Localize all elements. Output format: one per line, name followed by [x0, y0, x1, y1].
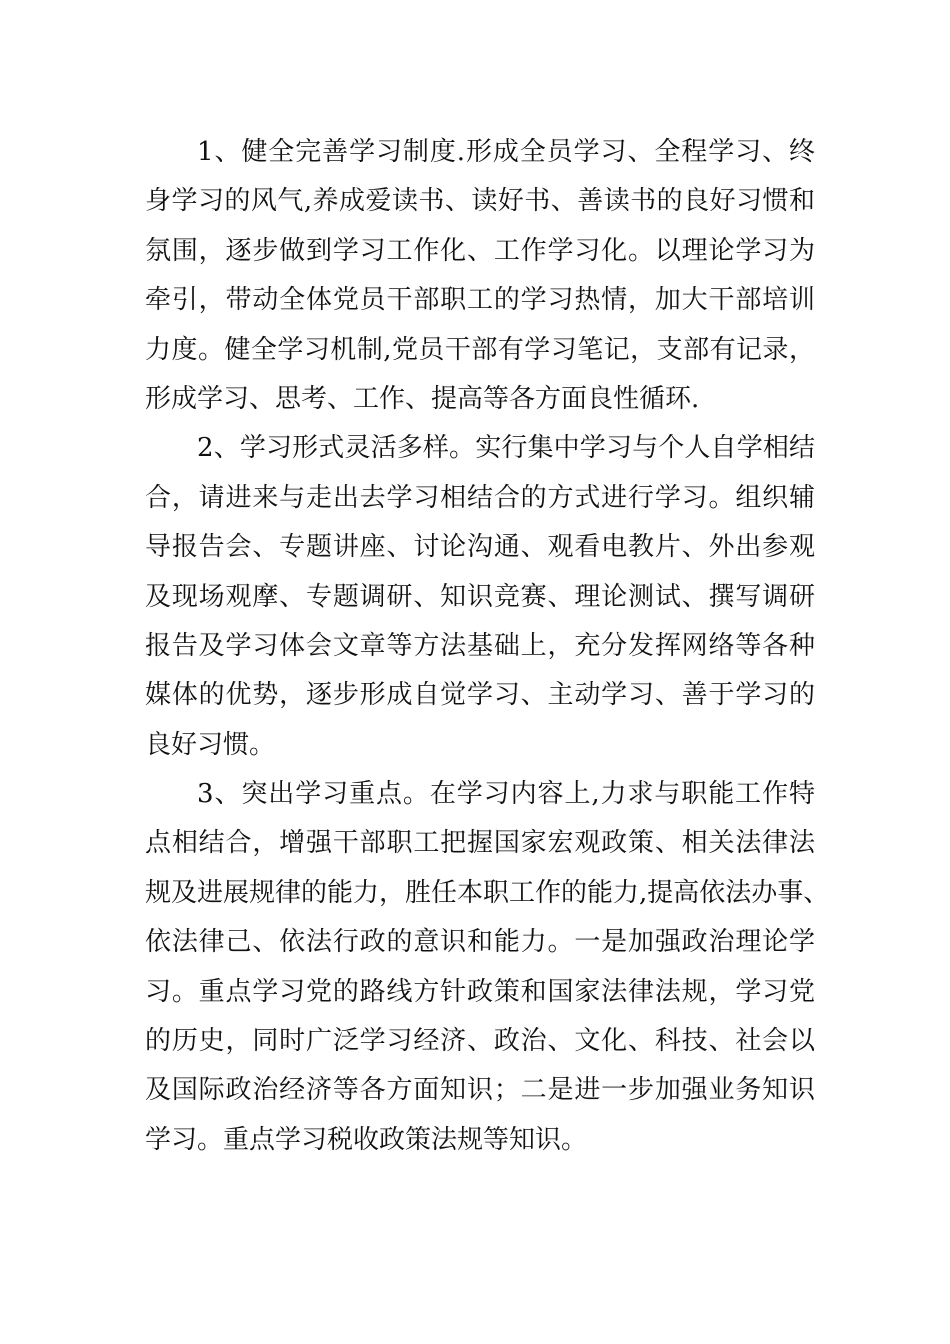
paragraph-3-line-6: 的历史，同时广泛学习经济、政治、文化、科技、社会以 — [145, 1026, 815, 1057]
paragraph-2-line-4: 及现场观摩、专题调研、知识竞赛、理论测试、撰写调研 — [145, 581, 815, 612]
paragraph-3-line-8: 学习。重点学习税收政策法规等知识。 — [145, 1124, 588, 1155]
paragraph-3-line-5: 习。重点学习党的路线方针政策和国家法律法规，学习党 — [145, 976, 815, 1007]
paragraph-1-line-4: 牵引，带动全体党员干部职工的学习热情，加大干部培训 — [145, 285, 815, 316]
paragraph-3-line-4: 依法律己、依法行政的意识和能力。一是加强政治理论学 — [145, 927, 815, 958]
paragraph-1-line-3: 氛围，逐步做到学习工作化、工作学习化。以理论学习为 — [145, 235, 815, 266]
paragraph-3-line-1: 3、突出学习重点。在学习内容上,力求与职能工作特 — [197, 779, 815, 810]
paragraph-1-line-1: 1、健全完善学习制度.形成全员学习、全程学习、终 — [197, 137, 815, 167]
paragraph-2-line-7: 良好习惯。 — [145, 729, 276, 760]
paragraph-2-line-6: 媒体的优势，逐步形成自觉学习、主动学习、善于学习的 — [145, 680, 815, 711]
document-body — [145, 128, 830, 1165]
paragraph-2-line-2: 合，请进来与走出去学习相结合的方式进行学习。组织辅 — [145, 482, 815, 513]
paragraph-2-line-5: 报告及学习体会文章等方法基础上，充分发挥网络等各种 — [145, 630, 815, 661]
paragraph-3-line-3: 规及进展规律的能力，胜任本职工作的能力,提高依法办事、 — [145, 877, 830, 908]
paragraph-2-line-1: 2、学习形式灵活多样。实行集中学习与个人自学相结 — [197, 433, 815, 464]
paragraph-1-line-2: 身学习的风气,养成爱读书、读好书、善读书的良好习惯和 — [145, 186, 815, 217]
paragraph-1-line-6: 形成学习、思考、工作、提高等各方面良性循环. — [145, 383, 700, 414]
paragraph-2-line-3: 导报告会、专题讲座、讨论沟通、观看电教片、外出参观 — [145, 532, 815, 563]
paragraph-3-line-7: 及国际政治经济等各方面知识；二是进一步加强业务知识 — [145, 1075, 815, 1106]
paragraph-1-line-5: 力度。健全学习机制,党员干部有学习笔记，支部有记录， — [145, 334, 815, 365]
paragraph-3-line-2: 点相结合，增强干部职工把握国家宏观政策、相关法律法 — [145, 828, 815, 859]
